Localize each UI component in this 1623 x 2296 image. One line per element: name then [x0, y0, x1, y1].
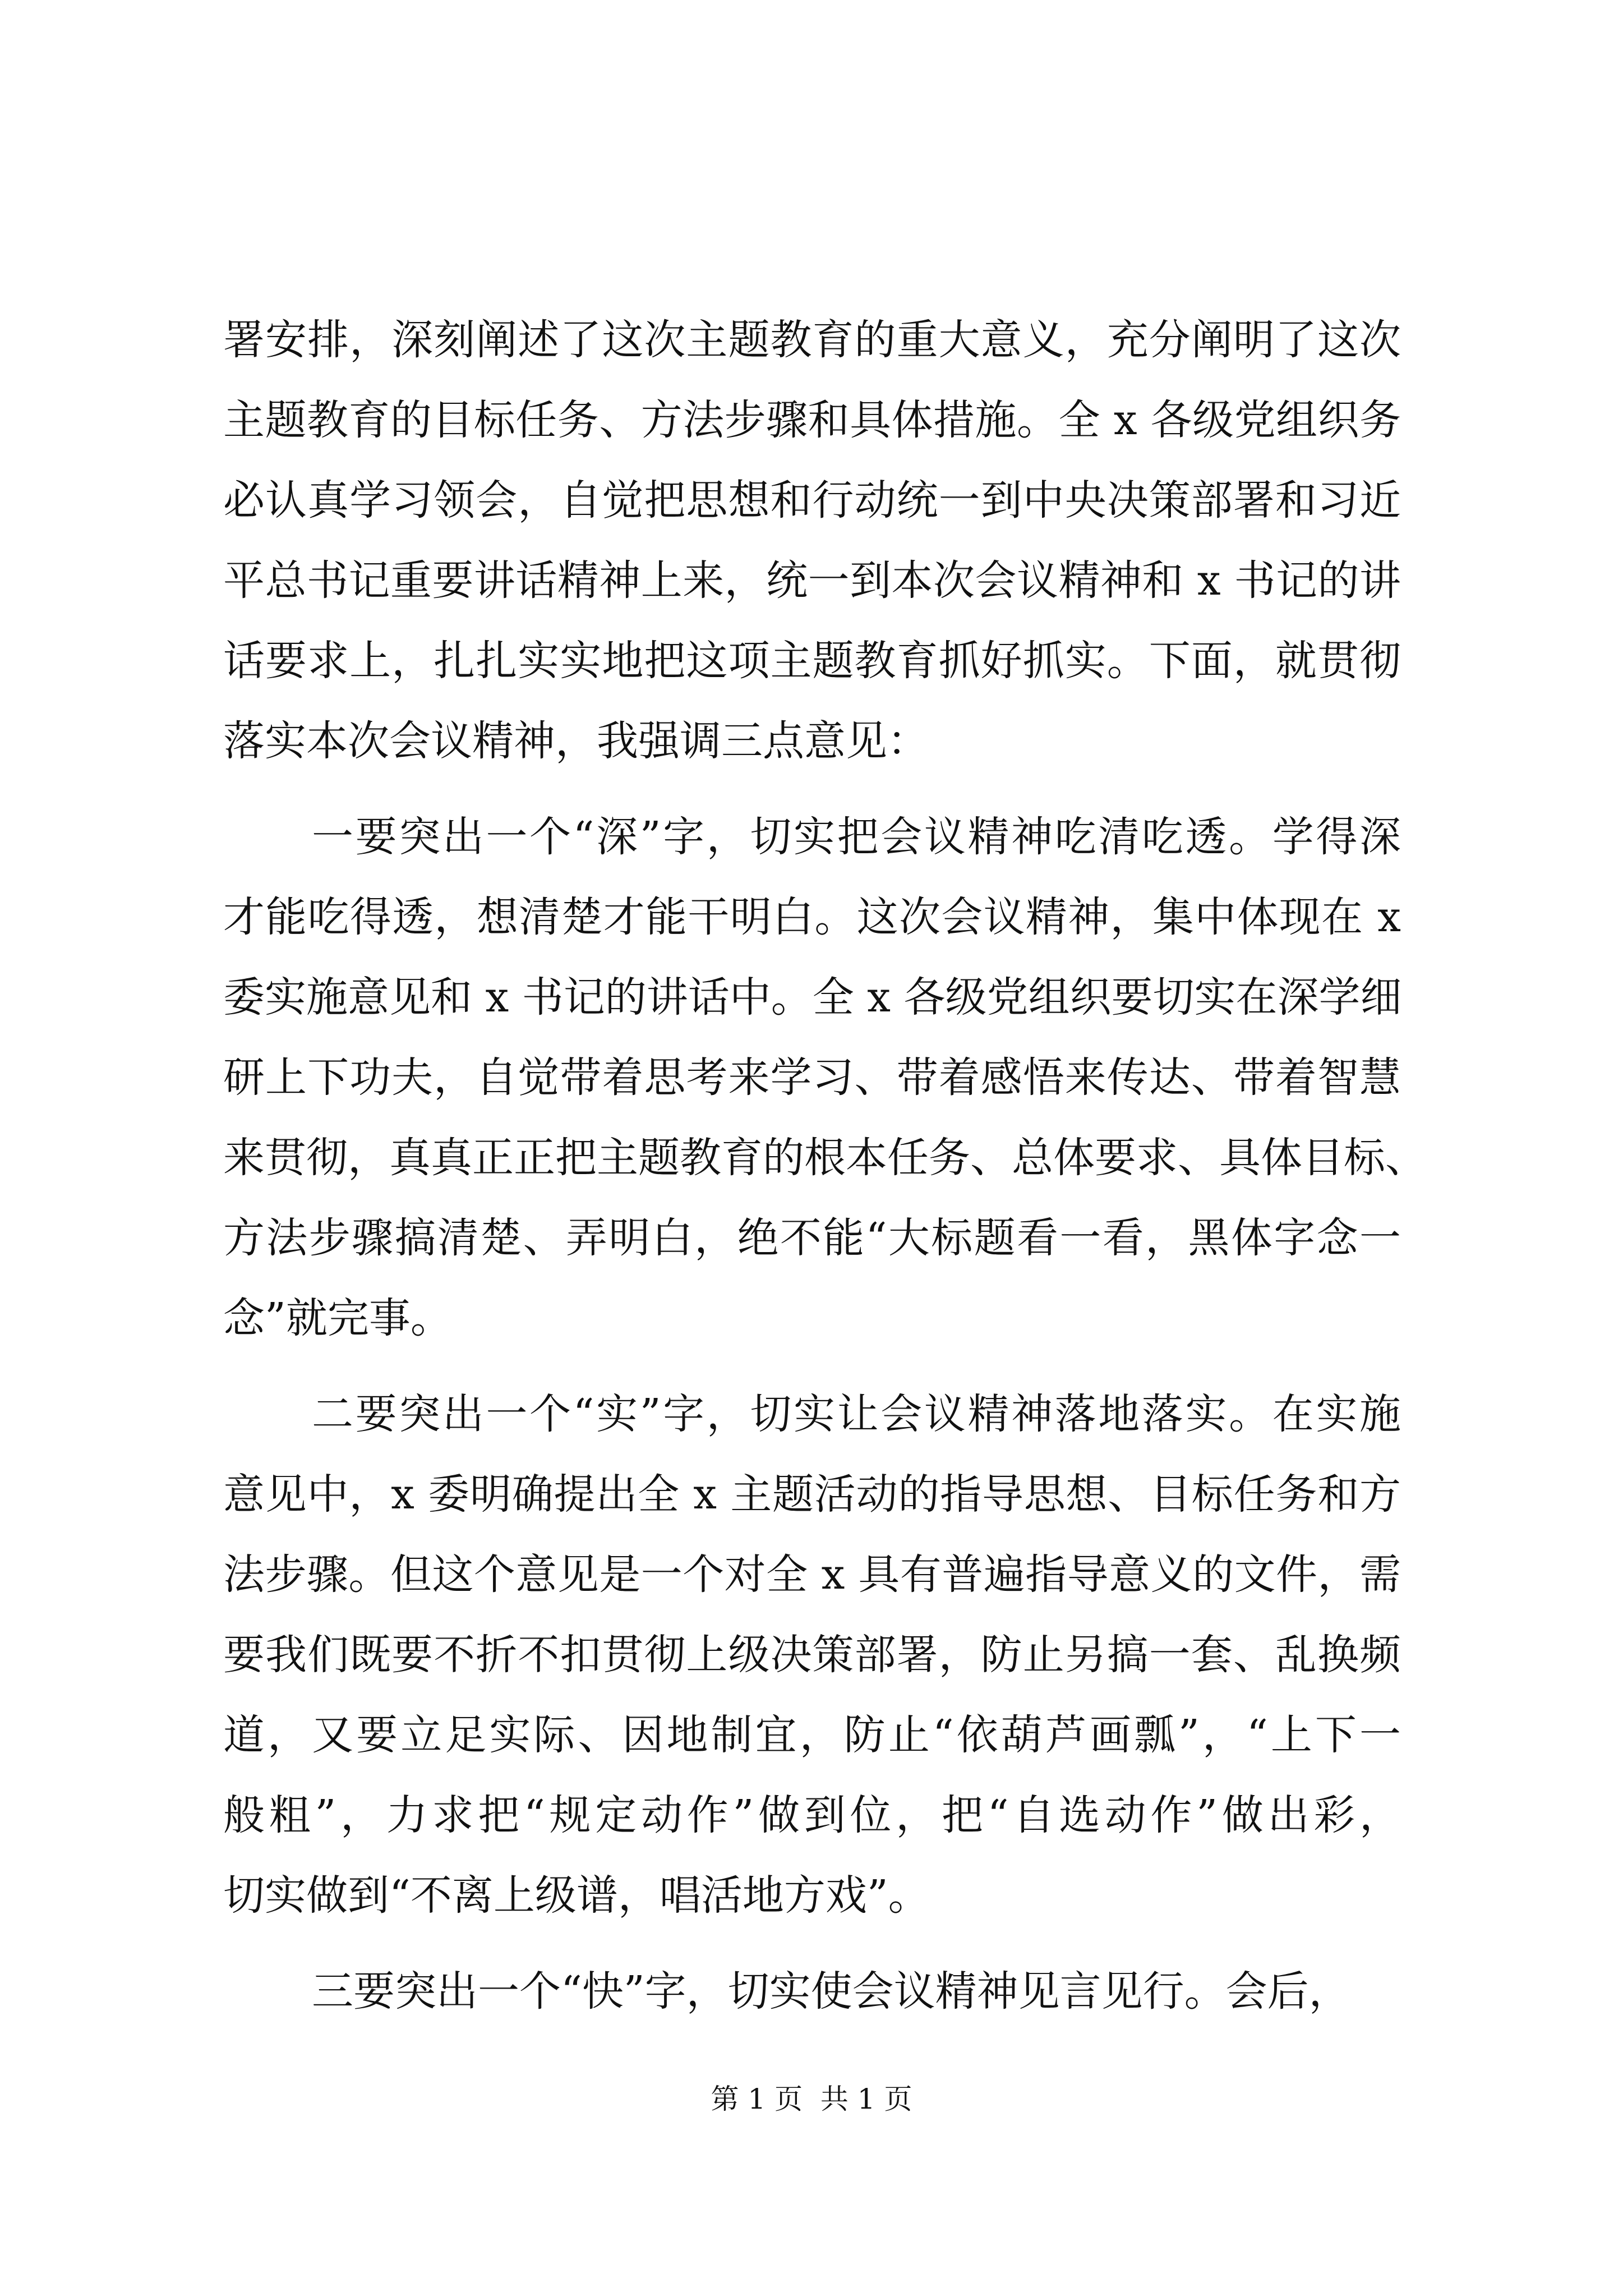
- text-line: 落实本次会议精神，我强调三点意见：: [223, 717, 929, 765]
- text-line: 来贯彻，真真正正把主题教育的根本任务、总体要求、具体目标、: [223, 1134, 1427, 1182]
- text-line: 念”就完事。: [223, 1294, 452, 1342]
- text-line: 二要突出一个“实”字，切实让会议精神落地落实。在实施: [312, 1390, 1401, 1438]
- text-line: 法步骤。但这个意见是一个对全 x 具有普遍指导意义的文件，需: [223, 1550, 1401, 1599]
- text-line: 一要突出一个“深”字，切实把会议精神吃清吃透。学得深: [312, 813, 1401, 861]
- text-line: 署安排，深刻阐述了这次主题教育的重大意义，充分阐明了这次: [223, 316, 1401, 364]
- text-line: 才能吃得透，想清楚才能干明白。这次会议精神，集中体现在 x: [223, 893, 1401, 941]
- text-line: 话要求上，扎扎实实地把这项主题教育抓好抓实。下面，就贯彻: [223, 637, 1401, 685]
- text-line: 要我们既要不折不扣贯彻上级决策部署，防止另搞一套、乱换频: [223, 1631, 1401, 1679]
- text-line: 主题教育的目标任务、方法步骤和具体措施。全 x 各级党组织务: [223, 396, 1401, 444]
- text-line: 般粗”，力求把“规定动作”做到位，把“自选动作”做出彩，: [223, 1791, 1401, 1839]
- page-footer: 第 1 页 共 1 页: [711, 2083, 912, 2115]
- paragraph: [223, 797, 1427, 1359]
- text-line: 平总书记重要讲话精神上来，统一到本次会议精神和 x 书记的讲: [223, 556, 1401, 605]
- text-line: 方法步骤搞清楚、弄明白，绝不能“大标题看一看，黑体字念一: [223, 1214, 1401, 1262]
- text-line: 委实施意见和 x 书记的讲话中。全 x 各级党组织要切实在深学细: [223, 973, 1402, 1022]
- text-line: 意见中，x 委明确提出全 x 主题活动的指导思想、目标任务和方: [223, 1470, 1401, 1519]
- paragraph: [223, 1374, 1401, 1936]
- paragraph: [223, 1952, 1401, 2032]
- text-line: 必认真学习领会，自觉把思想和行动统一到中央决策部署和习近: [223, 476, 1401, 524]
- document-body: [223, 300, 1427, 2032]
- text-line: 切实做到“不离上级谱，唱活地方戏”。: [223, 1871, 930, 1920]
- paragraph: [223, 300, 1401, 781]
- text-line: 研上下功夫，自觉带着思考来学习、带着感悟来传达、带着智慧: [223, 1053, 1401, 1102]
- paragraph-gap: [223, 781, 1401, 797]
- paragraph-gap: [223, 1936, 1401, 1952]
- text-line: 三要突出一个“快”字，切实使会议精神见言见行。会后，: [312, 1967, 1350, 2016]
- text-line: 道，又要立足实际、因地制宜，防止“依葫芦画瓢”，“上下一: [223, 1711, 1401, 1759]
- paragraph-gap: [223, 1359, 1401, 1374]
